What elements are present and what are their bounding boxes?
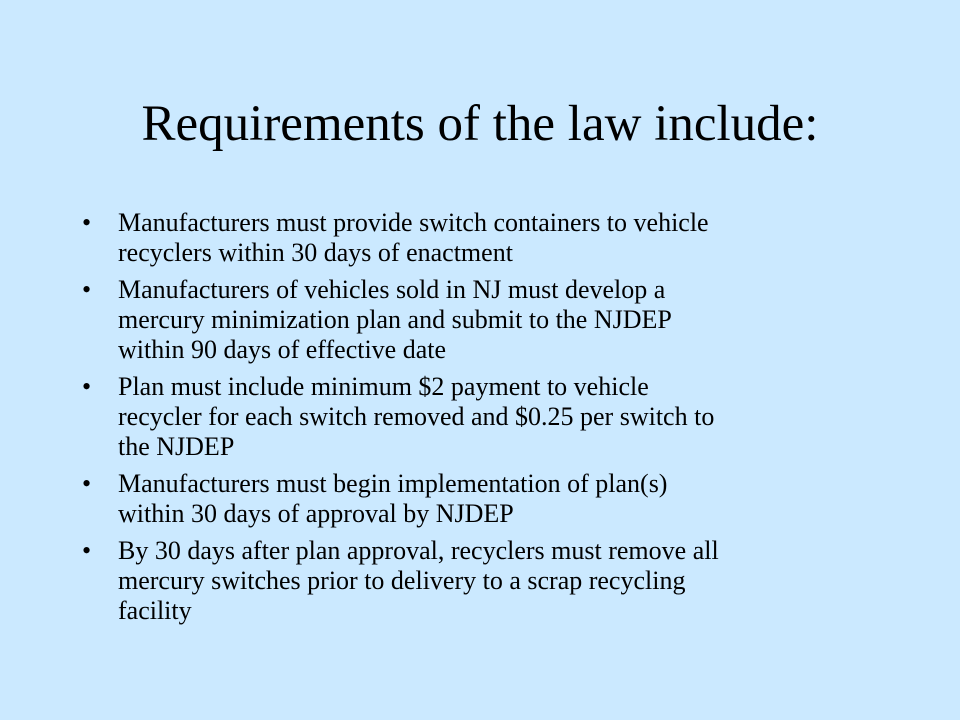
bullet-text-line: the NJDEP <box>118 432 235 461</box>
bullet-icon: • <box>82 372 92 401</box>
bullet-text-line: Manufacturers must begin implementation of plan(s) <box>118 469 668 498</box>
bullet-text-line: Manufacturers must provide switch containers to vehicle <box>118 208 709 237</box>
bullet-text-line: facility <box>118 596 192 625</box>
bullet-item <box>82 469 872 529</box>
bullet-text-line: Manufacturers of vehicles sold in NJ must develop a <box>118 275 666 304</box>
bullet-item <box>82 208 872 268</box>
slide-title: Requirements of the law include: <box>141 96 819 152</box>
bullet-text-line: recyclers within 30 days of enactment <box>118 238 513 267</box>
bullet-item <box>82 275 872 365</box>
bullet-text-line: mercury switches prior to delivery to a scrap recycling <box>118 566 686 595</box>
bullet-item <box>82 372 872 462</box>
bullet-text-line: By 30 days after plan approval, recyclers must remove all <box>118 536 719 565</box>
bullet-icon: • <box>82 275 92 304</box>
bullet-icon: • <box>82 208 92 237</box>
bullet-icon: • <box>82 536 92 565</box>
bullet-text-line: Plan must include minimum $2 payment to vehicle <box>118 372 649 401</box>
bullet-text-line: within 30 days of approval by NJDEP <box>118 499 514 528</box>
bullet-text-line: within 90 days of effective date <box>118 335 447 364</box>
bullet-text-line: recycler for each switch removed and $0.25 per switch to <box>118 402 715 431</box>
bullet-text-line: mercury minimization plan and submit to the NJDEP <box>118 305 672 334</box>
bullet-list <box>82 208 872 633</box>
bullet-item <box>82 536 872 626</box>
bullet-icon: • <box>82 469 92 498</box>
